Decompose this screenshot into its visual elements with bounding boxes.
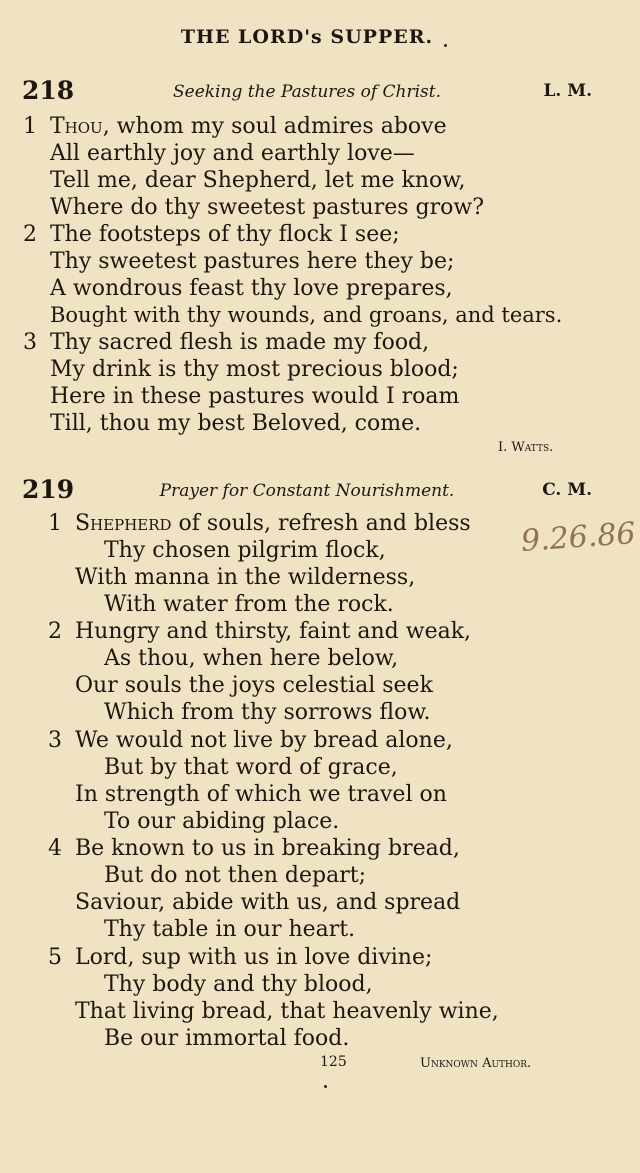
hymn-author: Unknown Author.	[420, 1056, 532, 1071]
verse-line: But do not then depart;	[104, 863, 367, 888]
handwritten-note: 9.26.86	[519, 516, 637, 559]
verse-line: Thy body and thy blood,	[104, 972, 373, 997]
verse-line-text: We would not live by bread alone,	[75, 728, 453, 753]
verse-line: But by that word of grace,	[104, 755, 398, 780]
verse-line	[48, 944, 433, 971]
verse-line: Thy chosen pilgrim flock,	[104, 538, 386, 563]
verse-line: With manna in the wilderness,	[75, 565, 416, 590]
verse-line-text: whom my soul admires above	[109, 114, 447, 139]
verse-line: All earthly joy and earthly love—	[50, 141, 415, 166]
verse-line	[48, 727, 453, 754]
verse-line	[48, 510, 471, 537]
verse-line: Be our immortal food.	[104, 1026, 350, 1051]
verse-line: Which from thy sorrows flow.	[104, 700, 431, 725]
hymn-title: Prayer for Constant Nourishment.	[159, 481, 455, 501]
verse-line: Till, thou my best Beloved, come.	[50, 411, 422, 436]
verse-number: 3	[23, 330, 37, 355]
verse-line: Our souls the joys celestial seek	[75, 673, 433, 698]
ink-speck	[324, 1085, 327, 1088]
verse-line: My drink is thy most precious blood;	[50, 357, 459, 382]
verse-line: Tell me, dear Shepherd, let me know,	[50, 168, 466, 193]
verse-number: 4	[48, 836, 62, 861]
verse-line	[48, 618, 472, 645]
hymn-218-heading	[22, 76, 592, 110]
verse-line-text: Thy sacred flesh is made my food,	[50, 330, 430, 355]
verse-line-text: The footsteps of thy flock I see;	[50, 222, 400, 247]
verse-number: 1	[23, 114, 37, 139]
verse-line: Thy table in our heart.	[104, 917, 356, 942]
verse-line: In strength of which we travel on	[75, 782, 447, 807]
verse-line: That living bread, that heavenly wine,	[75, 999, 499, 1024]
verse-line: To our abiding place.	[104, 809, 340, 834]
verse-line: As thou, when here below,	[104, 646, 399, 671]
verse-line-text: Hungry and thirsty, faint and weak,	[75, 619, 472, 644]
verse-number: 3	[48, 728, 62, 753]
hymn-meter: L. M.	[543, 81, 592, 101]
verse-line: Here in these pastures would I roam	[50, 384, 460, 409]
running-head: THE LORD's SUPPER.	[180, 26, 434, 48]
verse-line: A wondrous feast thy love prepares,	[50, 276, 453, 301]
verse-first-word: Thou,	[50, 114, 110, 139]
hymn-author: I. Watts.	[498, 440, 554, 455]
verse-line: Where do thy sweetest pastures grow?	[50, 195, 485, 220]
verse-line	[23, 113, 447, 140]
verse-line	[23, 329, 430, 356]
hymn-meter: C. M.	[542, 480, 592, 500]
hymn-title: Seeking the Pastures of Christ.	[172, 82, 442, 102]
verse-number: 1	[48, 511, 62, 536]
verse-first-word: Shepherd	[75, 511, 172, 536]
verse-line-text: Lord, sup with us in love divine;	[75, 945, 433, 970]
hymn-219-heading	[22, 475, 592, 509]
verse-number: 2	[23, 222, 37, 247]
verse-line-text: of souls, refresh and bless	[171, 511, 471, 536]
verse-number: 2	[48, 619, 62, 644]
verse-line: Saviour, abide with us, and spread	[75, 890, 461, 915]
hymn-number: 219	[22, 475, 75, 504]
verse-line	[23, 221, 400, 248]
ink-speck	[444, 44, 447, 47]
verse-line: With water from the rock.	[104, 592, 394, 617]
verse-line: Thy sweetest pastures here they be;	[50, 249, 455, 274]
verse-line: Bought with thy wounds, and groans, and tears.	[50, 303, 563, 327]
hymn-number: 218	[22, 76, 75, 105]
verse-line-text: Be known to us in breaking bread,	[75, 836, 460, 861]
verse-number: 5	[48, 945, 62, 970]
page-number: 125	[320, 1054, 347, 1070]
verse-line	[48, 835, 460, 862]
